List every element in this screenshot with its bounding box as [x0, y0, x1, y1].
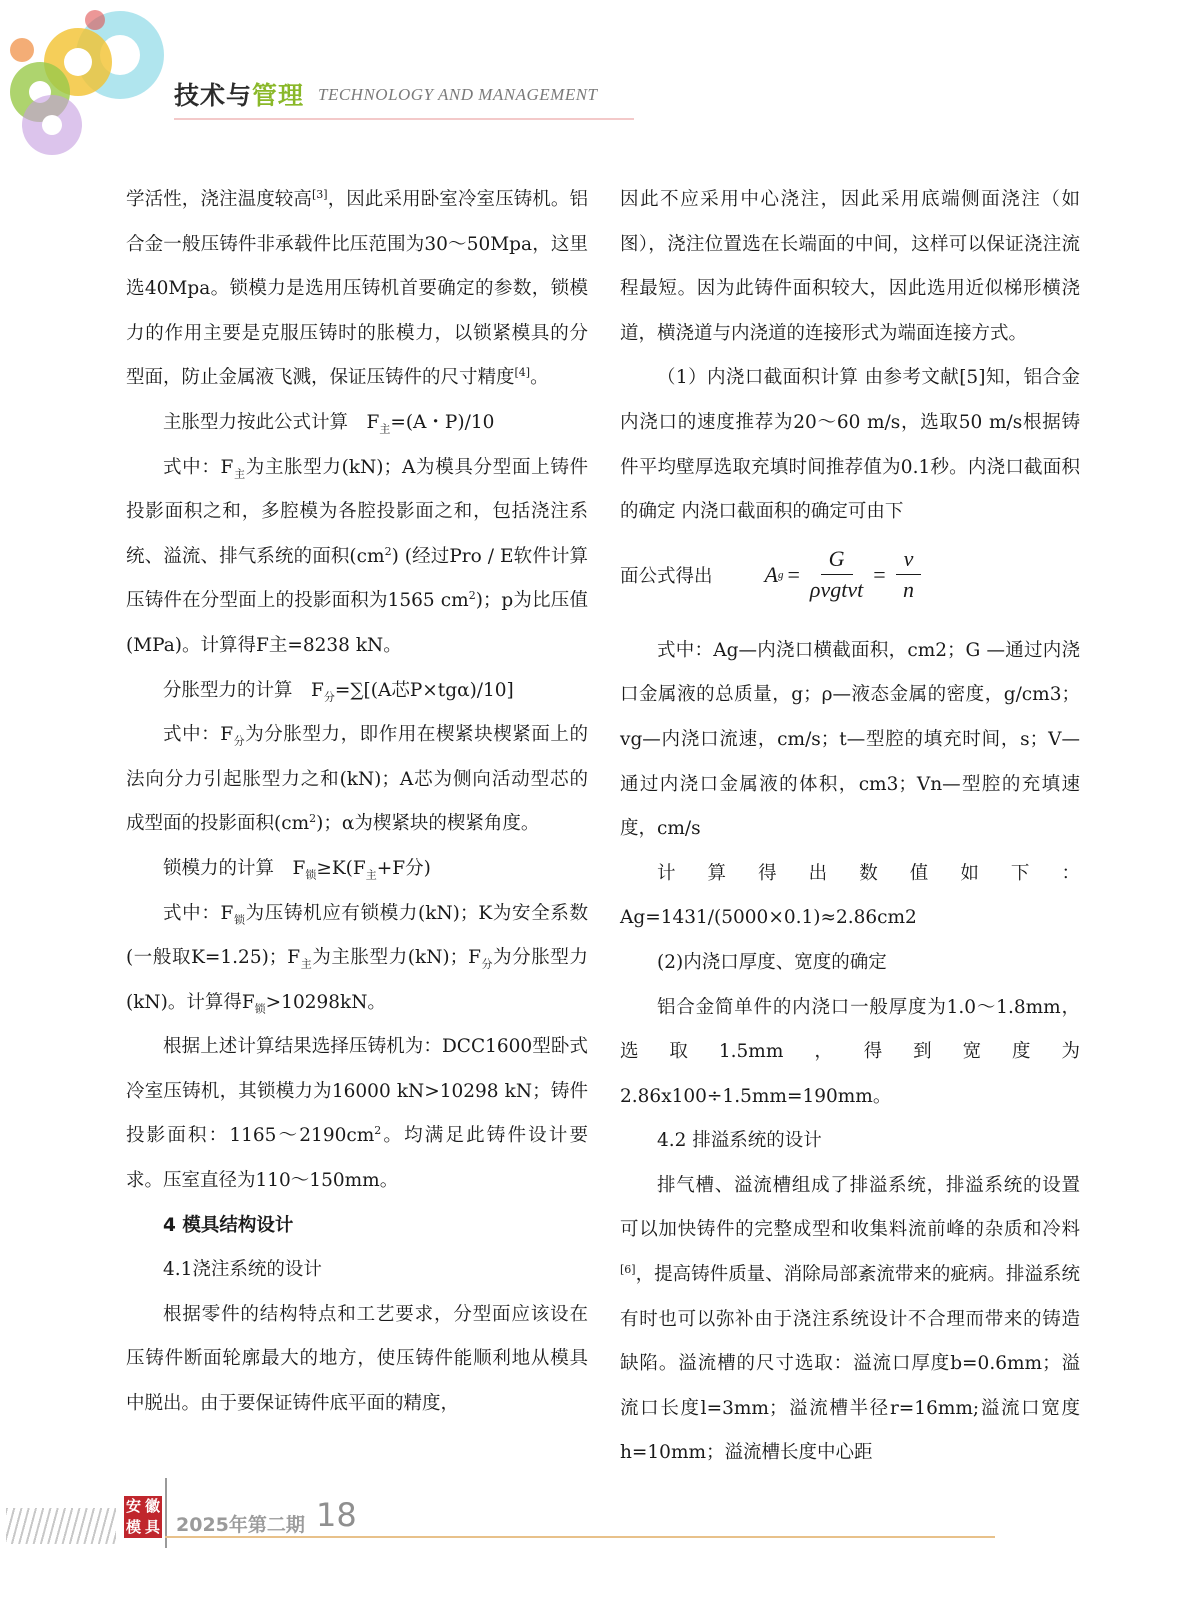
formula-den-2: n: [903, 577, 915, 603]
paragraph: 学活性，浇注温度较高[3]，因此采用卧室冷室压铸机。铝合金一般压铸件非承载件比压范围为30～50Mpa，这里选40Mpa。锁模力是选用压铸机首要确定的参数，锁模力的作用主要是克服压铸时的胀模力，以锁紧模具的分型面，防止金属液飞溅，保证压铸件的尺寸精度[4]。: [126, 187, 588, 389]
journal-logo: 安 徽 模 具: [125, 1497, 160, 1536]
paragraph: 根据零件的结构特点和工艺要求，分型面应该设在压铸件断面轮廓最大的地方，使压铸件能顺利地从模具中脱出。由于要保证铸件底平面的精度，: [126, 1303, 588, 1415]
section-title-english: TECHNOLOGY AND MANAGEMENT: [318, 85, 598, 104]
left-column: [126, 178, 588, 1427]
paragraph: 根据上述计算结果选择压铸机为：DCC1600型卧式冷室压铸机，其锁模力为16000 kN>10298 kN；铸件投影面积：$1165\sim 2190cm^2$。均满足此铸件设计要求。压室直径为110～150mm。: [126, 1036, 588, 1192]
formula-lead-text: 面公式得出: [620, 565, 713, 587]
subsection-heading: 4.1浇注系统的设计: [163, 1259, 322, 1281]
issue-label: 2025年第二期: [176, 1514, 305, 1536]
footer-rule: [165, 1536, 995, 1538]
header-divider: [174, 118, 634, 120]
paragraph: 式中：$F_主$为主胀型力(kN)；A为模具分型面上铸件投影面积之和，多腔模为各腔投影面之和，包括浇注系统、溢流、排气系统的面积$(cm^2)$ (经过Pro / E软件计算压铸件在分型面上的投影面积为1565 $cm^2$)；p为比压值(MPa)。计算得F主=8238 kN。: [126, 456, 589, 656]
paragraph: 排气槽、溢流槽组成了排溢系统，排溢系统的设置可以加快铸件的完整成型和收集料流前峰的杂质和冷料[6]，提高铸件质量、消除局部紊流带来的疵病。排溢系统有时也可以弥补由于浇注系统设计不合理而带来的铸造缺陷。溢流槽的尺寸选取：溢流口厚度b=0.6mm；溢流口长度l=3mm；溢流槽半径r=16mm;溢流口宽度h=10mm；溢流槽长度中心距: [620, 1174, 1080, 1464]
paragraph: （1）内浇口截面积计算 由参考文献[5]知，铝合金内浇口的速度推荐为20～60 m/s，选取50 m/s根据铸件平均壁厚选取充填时间推荐值为0.1秒。内浇口截面积的确定 内浇口截面积的确定可由下: [620, 367, 1080, 523]
right-column: [620, 178, 1080, 1476]
formula-num-1: G: [821, 546, 853, 575]
formula-paragraph: 锁模力的计算 $F_锁\ge K(F_主+F$分): [163, 857, 431, 882]
paragraph: 铝合金简单件的内浇口一般厚度为1.0～1.8mm，选取1.5mm，得到宽度为2.86x100÷1.5mm=190mm。: [620, 996, 1080, 1107]
paragraph: 式中：Ag—内浇口横截面积，cm2；G —通过内浇口金属液的总质量，g；ρ—液态金属的密度，g/cm3；vg—内浇口流速，cm/s；t—型腔的填充时间，s；V—通过内浇口金属液的体积，cm3；Vn—型腔的充填速度，cm/s: [620, 639, 1080, 840]
section-heading: 4 模具结构设计: [163, 1214, 294, 1236]
formula-num-2: v: [896, 546, 922, 575]
page-number: 18: [316, 1496, 357, 1534]
section-title: 技术与管理: [174, 81, 305, 110]
paragraph: 因此不应采用中心浇注，因此采用底端侧面浇注（如图），浇注位置选在长端面的中间，这样可以保证浇注流程最短。因为此铸件面积较大，因此选用近似梯形横浇道，横浇道与内浇道的连接形式为端面连接方式。: [620, 189, 1080, 344]
paragraph: 式中：$F_锁$为压铸机应有锁模力(kN)；K为安全系数(一般取K=1.25)；$F_主$为主胀型力(kN)；$F_分$为分胀型力(kN)。计算得$F_锁>10298kN$。: [126, 902, 589, 1016]
gears-decoration-icon: [0, 0, 190, 165]
paragraph: 式中：$F_分$为分胀型力，即作用在楔紧块楔紧面上的法向分力引起胀型力之和(kN)；A芯为侧向活动型芯的成型面的投影面积$(cm^2)$；α为楔紧块的楔紧角度。: [126, 724, 588, 835]
subsection-heading: (2)内浇口厚度、宽度的确定: [657, 951, 887, 973]
footer-stripes: [6, 1508, 116, 1544]
formula-paragraph: 主胀型力按此公式计算 $F_主=(A$・P)/10: [163, 411, 495, 436]
gate-area-formula: A g = $\frac{G}{\text{ρvgtvt}}$ = $\frac{v}{n}$: [765, 546, 928, 603]
formula-lhs: A: [764, 561, 778, 587]
formula-block: [620, 535, 1080, 615]
paragraph: 计算得出数值如下：Ag=1431/(5000×0.1)≈2.86cm2: [620, 862, 1080, 929]
subsection-heading: 4.2 排溢系统的设计: [657, 1130, 822, 1152]
formula-den-1: ρvgtvt: [809, 577, 864, 603]
formula-paragraph: 分胀型力的计算 $F_分=\sum[(A$芯P×tgα)/10]: [163, 679, 514, 704]
